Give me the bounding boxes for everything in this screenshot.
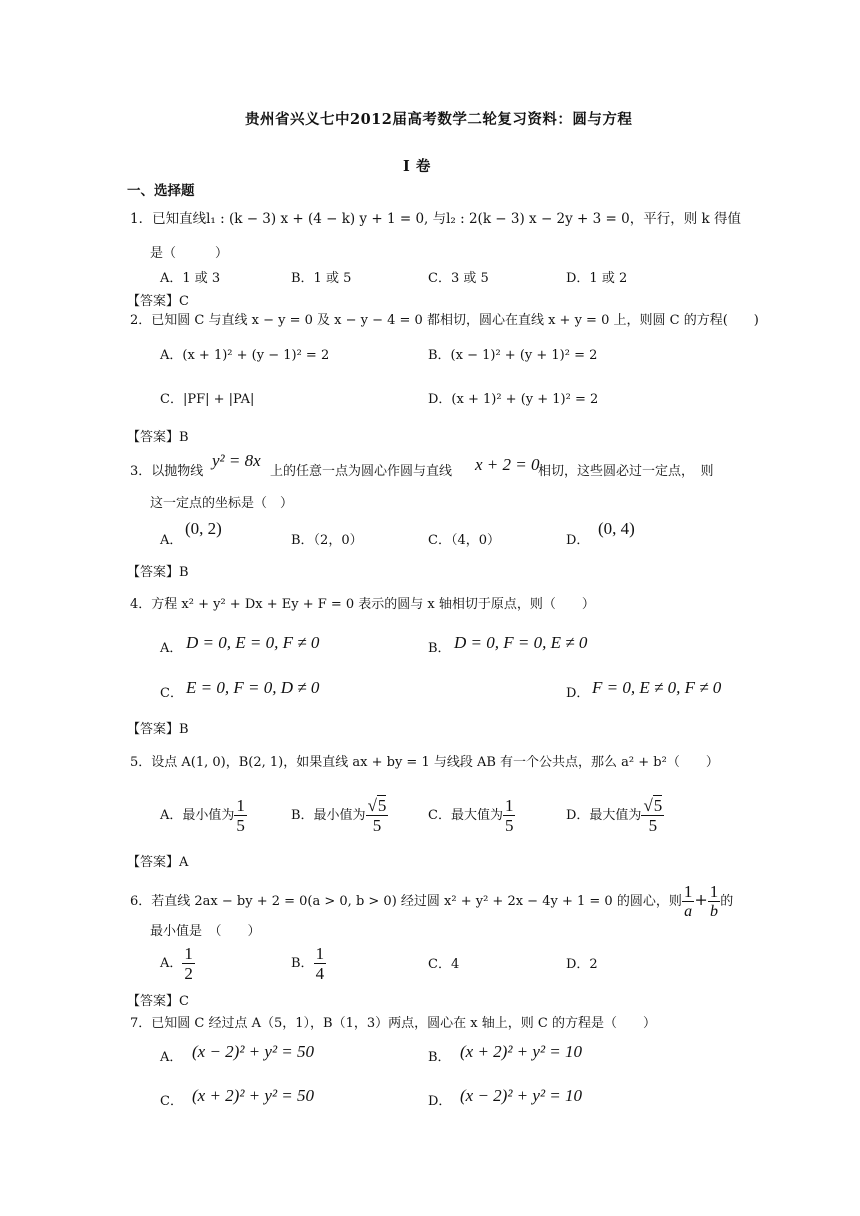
q2-stem: 2．已知圆 C 与直线 x − y = 0 及 x − y − 4 = 0 都相切，圆心在直线 x + y = 0 上，则圆 C 的方程( )	[130, 313, 759, 328]
q7-option-d-label: D．	[428, 1094, 452, 1109]
q3-answer: 【答案】B	[127, 565, 189, 580]
q2-option-b: B．(x − 1)² + (y + 1)² = 2	[428, 348, 598, 363]
q6-option-a	[160, 944, 195, 983]
q5-option-c	[428, 796, 515, 835]
q5-option-b-fraction: $\frac{√5}{5}$	[367, 796, 387, 835]
q4-option-c-value: E = 0, F = 0, D ≠ 0	[186, 678, 320, 697]
q6-option-a-fraction: $\frac{1}{2}$	[184, 944, 193, 983]
q3-parabola-equation: y² = 8x	[212, 451, 261, 470]
q3-line-equation: x + 2 = 0	[475, 455, 540, 474]
q6-answer: 【答案】C	[127, 994, 189, 1009]
q6-option-b-fraction: $\frac{1}{4}$	[315, 944, 325, 983]
q5-option-d-label: D．最大值为	[566, 808, 642, 823]
q4-option-a-value: D = 0, E = 0, F ≠ 0	[186, 633, 320, 652]
q1-stem: 1．已知直线l₁ : (k − 3) x + (4 − k) y + 1 = 0, 与l₂ : 2(k − 3) x − 2y + 3 = 0，平行，则 k 得值	[130, 211, 741, 227]
q3-option-d-label: D．	[566, 533, 590, 548]
q5-option-b-label: B．最小值为	[291, 808, 366, 823]
q7-option-b-label: B．	[428, 1050, 451, 1065]
q6-fraction-1-over-a: $\frac{1}{a}$	[683, 882, 693, 920]
q6-stem: 6．若直线 2ax − by + 2 = 0(a > 0, b > 0) 经过圆 x² + y² + 2x − 4y + 1 = 0 的圆心，则	[130, 894, 682, 909]
q3-stem-continued: 这一定点的坐标是（ ）	[150, 496, 294, 511]
q7-option-b-value: (x + 2)² + y² = 10	[460, 1042, 583, 1061]
q7-option-c-label: C．	[160, 1094, 183, 1109]
q5-option-c-fraction: $\frac{1}{5}$	[504, 796, 514, 835]
q6-option-b	[291, 944, 326, 983]
document-title: 贵州省兴义七中2012届高考数学二轮复习资料：圆与方程	[245, 111, 633, 128]
q2-answer: 【答案】B	[127, 430, 189, 445]
q3-stem-a: 3．以抛物线	[130, 464, 204, 479]
q5-option-c-label: C．最大值为	[428, 808, 503, 823]
q4-stem: 4．方程 x² + y² + Dx + Ey + F = 0 表示的圆与 x 轴相切于原点，则（ ）	[130, 597, 595, 612]
q5-option-a	[160, 796, 247, 835]
q3-option-c: C．（4，0）	[428, 533, 500, 548]
q5-option-d-fraction: $\frac{√5}{5}$	[643, 796, 663, 835]
q7-stem: 7．已知圆 C 经过点 A（5，1），B（1，3）两点，圆心在 x 轴上，则 C 的方程是（ ）	[130, 1016, 656, 1031]
q1-option-a: A．1 或 3	[160, 271, 221, 286]
q5-option-d	[566, 796, 664, 835]
q7-option-d-value: (x − 2)² + y² = 10	[460, 1086, 583, 1105]
q6-option-b-label: B．	[291, 956, 314, 971]
section-heading: 一、选择题	[127, 183, 195, 199]
q6-option-a-label: A．	[160, 956, 183, 971]
q6-stem-line: 6．若直线 2ax − by + 2 = 0(a > 0, b > 0) 经过圆 x² + y² + 2x − 4y + 1 = 0 的圆心，则 $\frac{1}{a}$ + $\frac{1}{b}$ 的	[130, 882, 734, 920]
q4-option-a-label: A．	[160, 641, 183, 656]
q4-option-c-label: C．	[160, 686, 183, 701]
q5-answer: 【答案】A	[127, 855, 189, 870]
q6-option-d: D．2	[566, 957, 598, 972]
q4-option-b-value: D = 0, F = 0, E ≠ 0	[454, 633, 588, 652]
q5-option-a-label: A．最小值为	[160, 808, 235, 823]
q4-answer: 【答案】B	[127, 722, 189, 737]
volume-label: I 卷	[403, 158, 431, 175]
q3-option-a-value: (0, 2)	[185, 519, 222, 538]
q1-option-b: B．1 或 5	[291, 271, 352, 286]
q3-option-d-value: (0, 4)	[598, 519, 635, 538]
q6-fraction-1-over-b: $\frac{1}{b}$	[709, 882, 719, 920]
q4-option-b-label: B．	[428, 641, 451, 656]
q3-option-a-label: A．	[160, 533, 183, 548]
q1-option-c: C．3 或 5	[428, 271, 489, 286]
q2-option-d: D．(x + 1)² + (y + 1)² = 2	[428, 392, 599, 407]
q4-option-d-value: F = 0, E ≠ 0, F ≠ 0	[592, 678, 722, 697]
q1-stem-continued: 是（ ）	[150, 246, 229, 261]
q3-option-b: B．（2，0）	[291, 533, 363, 548]
q5-stem: 5．设点 A(1, 0)，B(2, 1)，如果直线 ax + by = 1 与线段 AB 有一个公共点，那么 a² + b²（ ）	[130, 755, 719, 770]
q1-option-d: D．1 或 2	[566, 271, 628, 286]
q6-option-c: C．4	[428, 957, 460, 972]
q2-option-c: C．|PF| + |PA|	[160, 392, 255, 407]
q1-answer: 【答案】C	[127, 294, 189, 309]
q3-stem-b: 上的任意一点为圆心作圆与直线	[270, 464, 453, 479]
q4-option-d-label: D．	[566, 686, 590, 701]
q6-stem-continued: 最小值是 （ ）	[150, 924, 261, 939]
q3-stem-c: 相切，这些圆必过一定点， 则	[538, 464, 714, 479]
q7-option-a-label: A．	[160, 1050, 183, 1065]
q7-option-a-value: (x − 2)² + y² = 50	[192, 1042, 315, 1061]
q5-option-b	[291, 796, 388, 835]
q7-option-c-value: (x + 2)² + y² = 50	[192, 1086, 315, 1105]
q5-option-a-fraction: $\frac{1}{5}$	[236, 796, 245, 835]
q2-option-a: A．(x + 1)² + (y − 1)² = 2	[160, 348, 330, 363]
